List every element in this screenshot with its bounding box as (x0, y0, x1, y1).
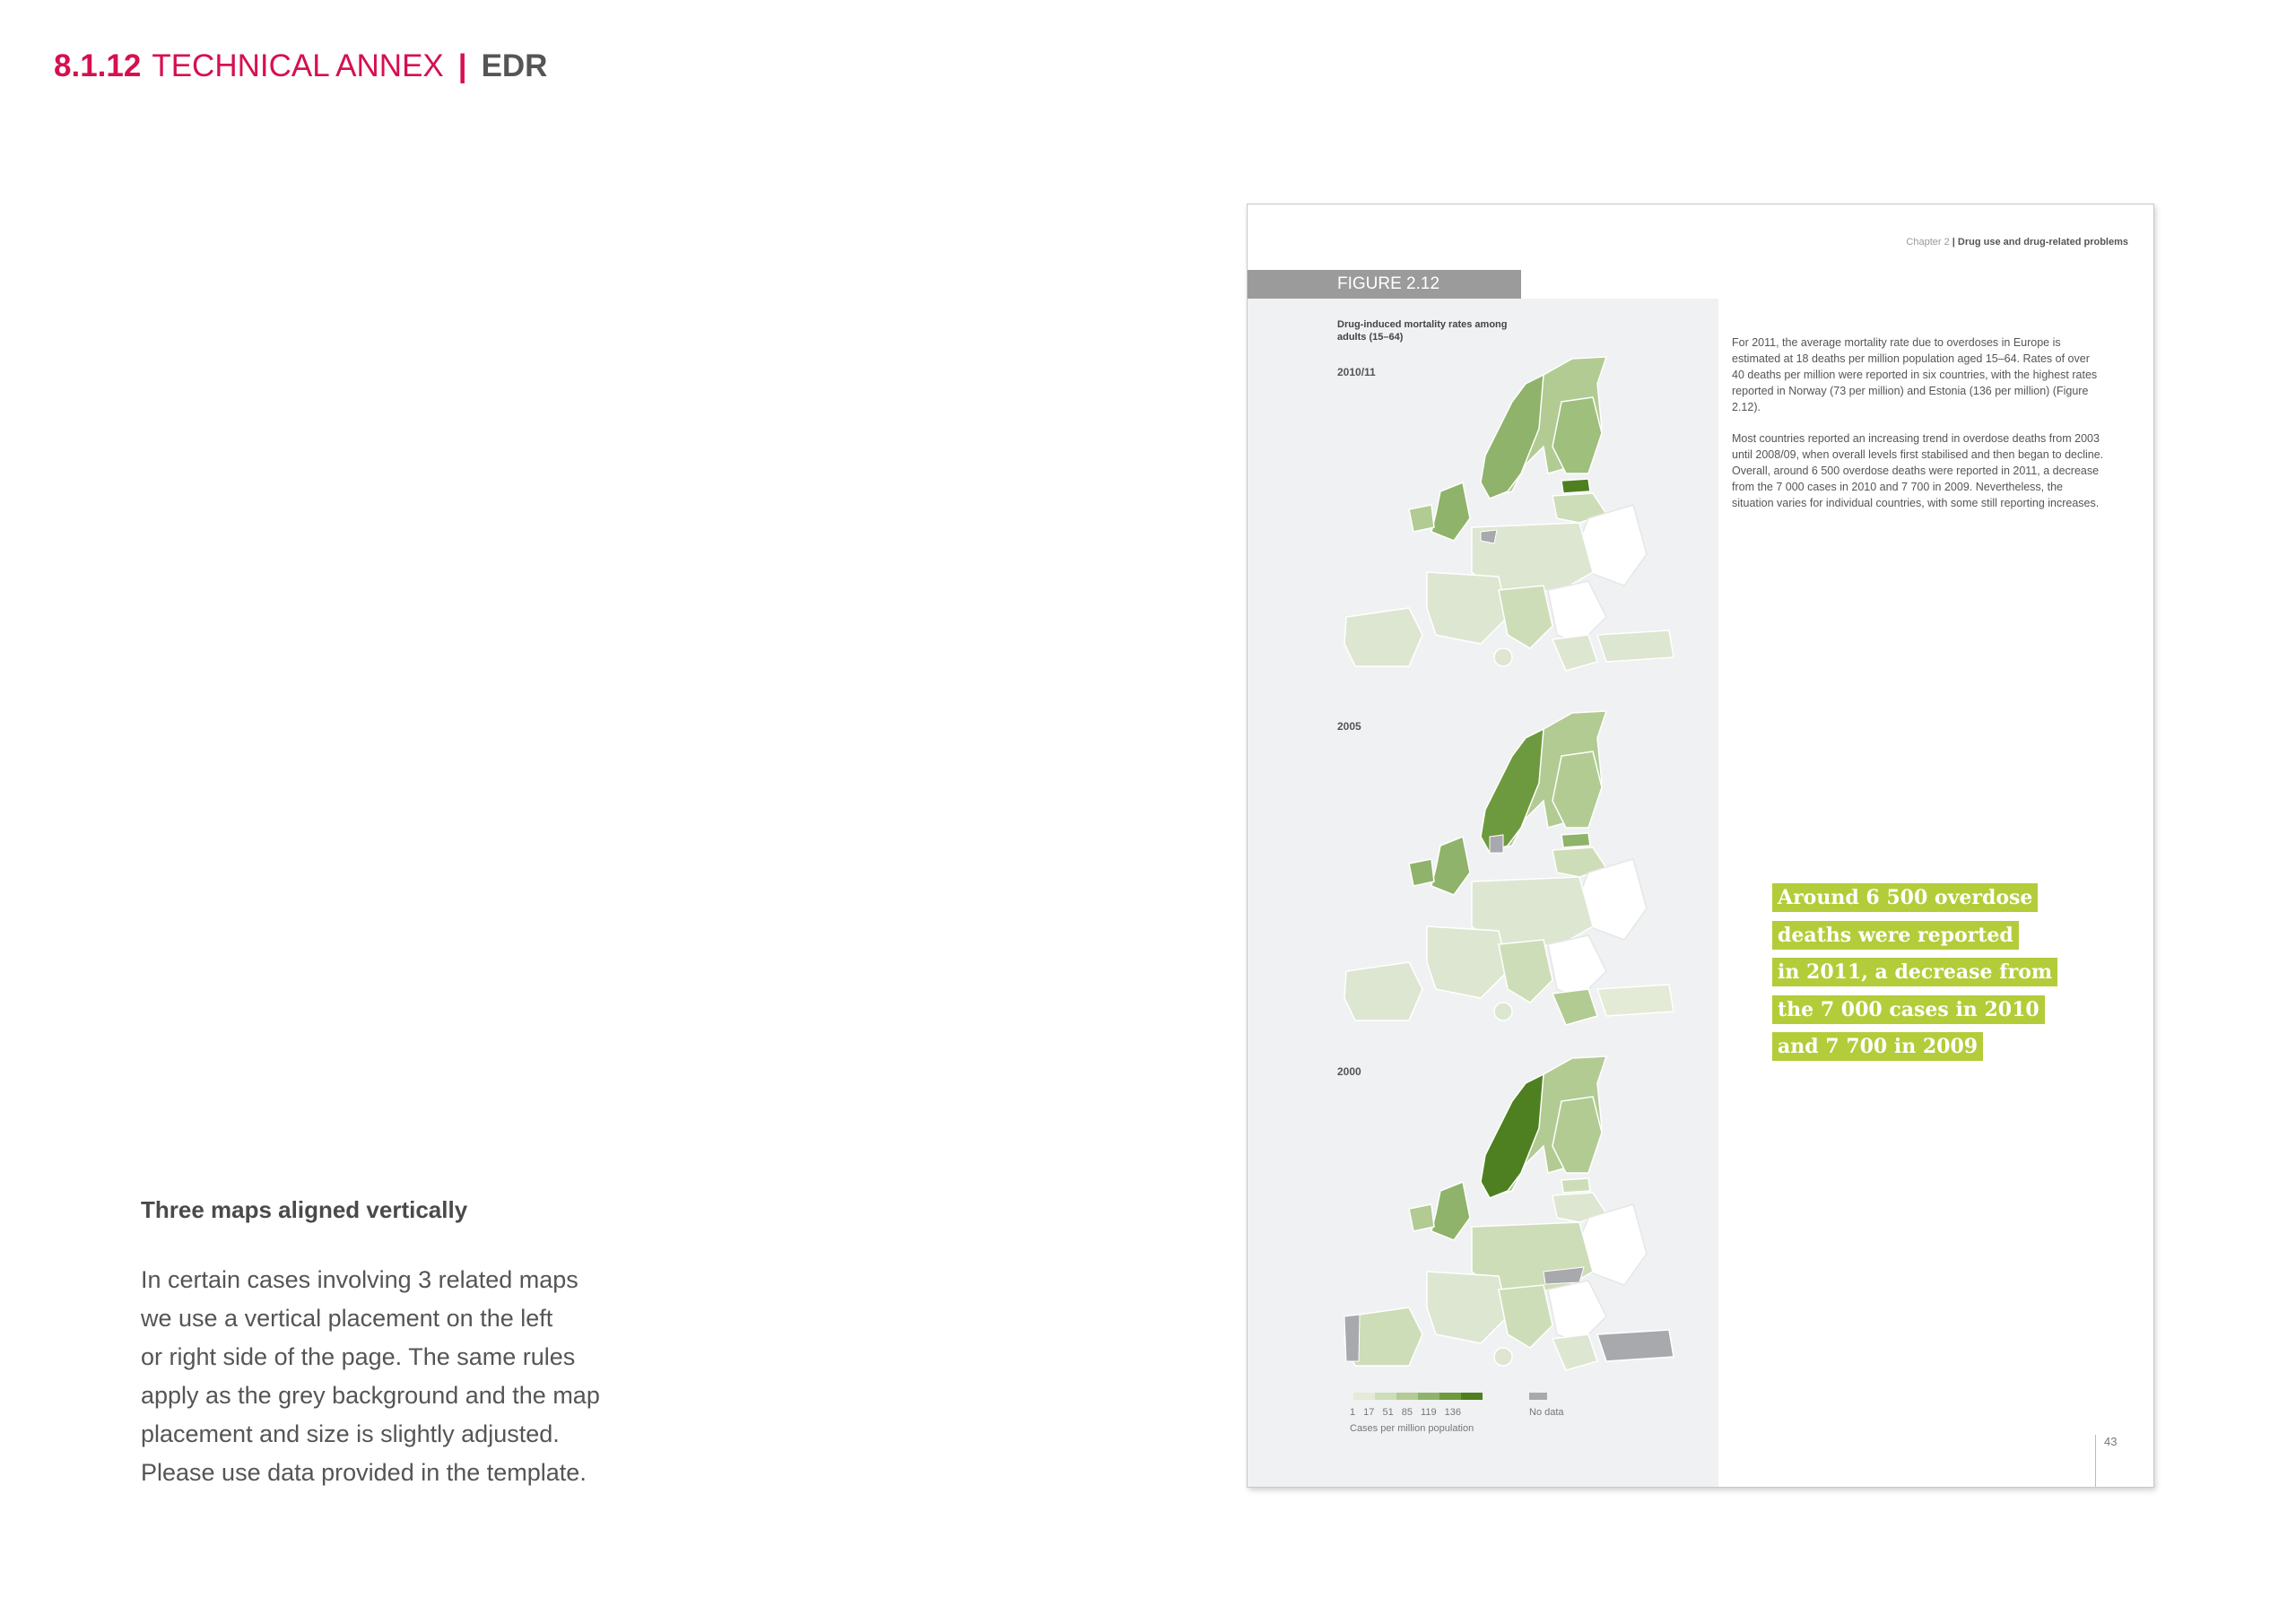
description-line: we use a vertical placement on the left (141, 1305, 553, 1332)
page-header (54, 47, 547, 86)
chapter-running-head (1906, 237, 2128, 248)
description-line: Please use data provided in the template. (141, 1459, 587, 1486)
legend-swatch (1353, 1393, 1375, 1400)
legend-swatch (1461, 1393, 1483, 1400)
description-heading: Three maps aligned vertically (141, 1196, 468, 1223)
description-line: In certain cases involving 3 related maps (141, 1266, 578, 1293)
page-number-rule (2095, 1435, 2096, 1487)
description-line: placement and size is slightly adjusted. (141, 1420, 560, 1447)
europe-map-shape (1344, 357, 1674, 671)
figure-title: Drug-induced mortality rates among adults (15–64) (1337, 319, 1508, 343)
description-line: apply as the grey background and the map (141, 1382, 600, 1409)
header-separator: | (457, 48, 467, 83)
europe-map-2010 (1337, 348, 1696, 698)
europe-map-shape (1344, 711, 1674, 1025)
pull-quote-line: deaths were reported (1772, 921, 2019, 950)
body-paragraph: Most countries reported an increasing trend in overdose deaths from 2003 until 2008/09, when overall levels first stabilised and then began to decline. Overall, around 6 500 overdose deaths were reported in 2011, a decrease from the 7 000 cases in 2010 and 7 700 in 2009. Nevertheless, the situation varies for individual countries, with some still reporting increases. (1732, 432, 2104, 509)
pull-quote-line: the 7 000 cases in 2010 (1772, 995, 2045, 1024)
document-page-preview (1247, 204, 2154, 1488)
legend-no-data-label: No data (1529, 1407, 1564, 1418)
legend-swatch (1396, 1393, 1418, 1400)
legend-swatch (1375, 1393, 1396, 1400)
legend-color-scale (1353, 1393, 1483, 1400)
europe-map-2000 (1337, 1047, 1696, 1397)
europe-map-shape (1344, 1056, 1674, 1370)
legend-caption: Cases per million population (1350, 1423, 1474, 1434)
description-block (141, 1194, 697, 1492)
legend-ticks: 1 17 51 85 119 136 (1350, 1407, 1461, 1418)
legend-swatch (1439, 1393, 1461, 1400)
map-year-label: 2005 (1337, 720, 1361, 733)
chapter-title: | Drug use and drug-related problems (1952, 237, 2128, 248)
legend-no-data-swatch (1529, 1393, 1547, 1400)
pull-quote-line: in 2011, a decrease from (1772, 958, 2057, 986)
legend-swatch (1418, 1393, 1439, 1400)
europe-map-2005 (1337, 702, 1696, 1052)
pull-quote (1772, 881, 2095, 1068)
pull-quote-line: Around 6 500 overdose (1772, 883, 2038, 912)
body-paragraph: For 2011, the average mortality rate due to overdoses in Europe is estimated at 18 deaths per million population aged 15–64. Rates of over 40 deaths per million were reported in six countries, with the highest rates reported in Norway (73 per million) and Estonia (136 per million) (Figure 2.12). (1732, 336, 2098, 413)
figure-label-tab: FIGURE 2.12 (1248, 270, 1521, 299)
document-body-text (1732, 334, 2104, 526)
chapter-prefix: Chapter 2 (1906, 237, 1950, 248)
brand-label: EDR (481, 48, 548, 83)
map-year-label: 2010/11 (1337, 366, 1376, 378)
description-body (141, 1261, 697, 1492)
section-title: TECHNICAL ANNEX (152, 48, 444, 83)
section-number: 8.1.12 (54, 48, 142, 83)
page-number: 43 (2104, 1435, 2118, 1448)
map-year-label: 2000 (1337, 1065, 1361, 1078)
map-legend (1350, 1393, 1712, 1446)
description-line: or right side of the page. The same rules (141, 1343, 576, 1370)
pull-quote-line: and 7 700 in 2009 (1772, 1032, 1983, 1061)
